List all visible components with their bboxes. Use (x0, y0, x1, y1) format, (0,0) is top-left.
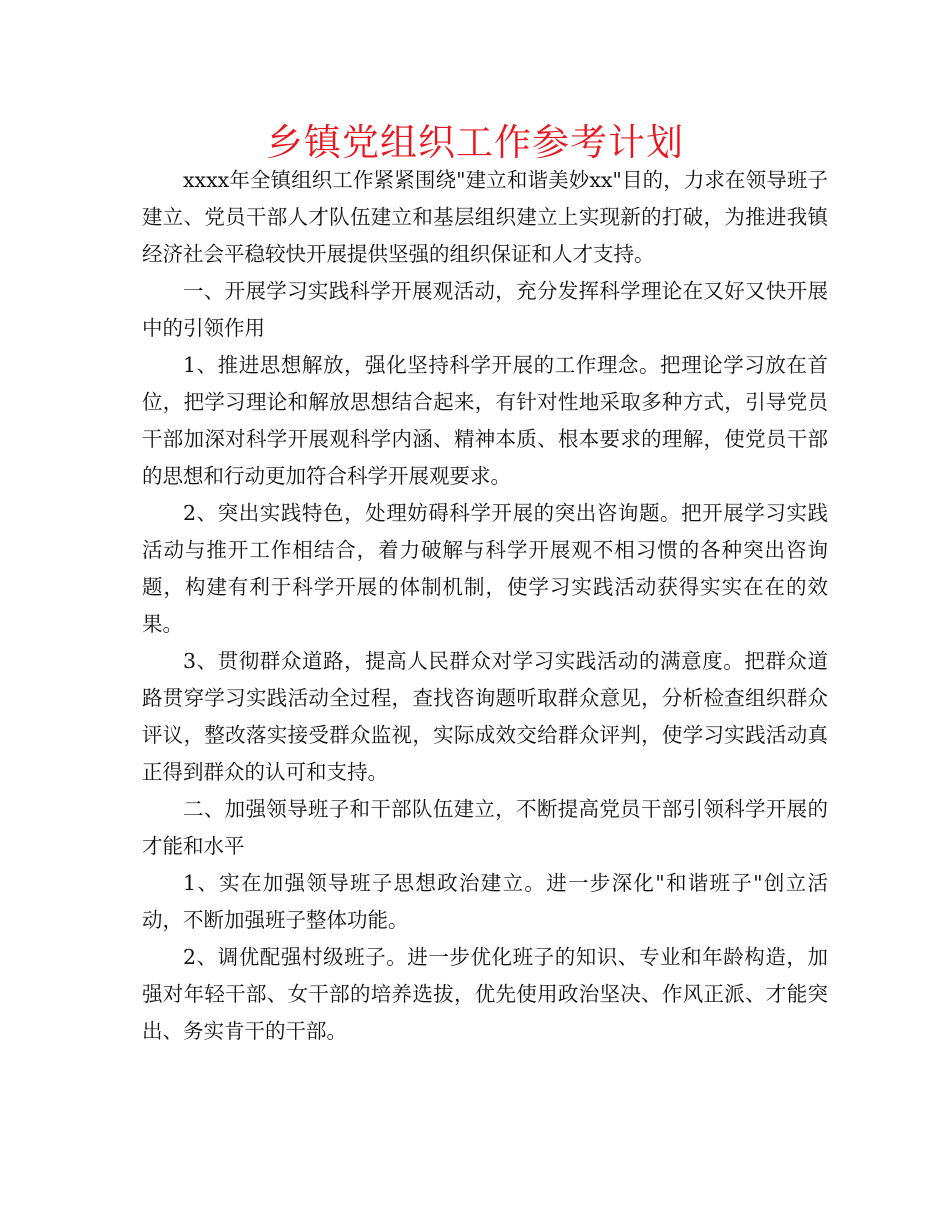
paragraph-2-1: 1、实在加强领导班子思想政治建立。进一步深化"和谐班子"创立活动，不断加强班子整体功能。 (142, 871, 828, 932)
paragraph-1-1: 1、推进思想解放，强化坚持科学开展的工作理念。把理论学习放在首位，把学习理论和解放思想结合起来，有针对性地采取多种方式，引导党员干部加深对科学开展观科学内涵、精神本质、根本要求的理解，使党员干部的思想和行动更加符合科学开展观要求。 (142, 353, 828, 488)
paragraph-1-3: 3、贯彻群众道路，提高人民群众对学习实践活动的满意度。把群众道路贯穿学习实践活动全过程，查找咨询题听取群众意见，分析检查组织群众评议，整改落实接受群众监视，实际成效交给群众评判，使学习实践活动真正得到群众的认可和支持。 (142, 649, 828, 784)
section-heading-2: 二、加强领导班子和干部队伍建立，不断提高党员干部引领科学开展的才能和水平 (142, 797, 828, 858)
paragraph-2-2: 2、调优配强村级班子。进一步优化班子的知识、专业和年龄构造，加强对年轻干部、女干部的培养选拔，优先使用政治坚决、作风正派、才能突出、务实肯干的干部。 (142, 945, 828, 1043)
section-heading-1: 一、开展学习实践科学开展观活动，充分发挥科学理论在又好又快开展中的引领作用 (142, 279, 828, 340)
paragraph-intro: xxxx年全镇组织工作紧紧围绕"建立和谐美妙xx"目的，力求在领导班子建立、党员干部人才队伍建立和基层组织建立上实现新的打破，为推进我镇经济社会平稳较快开展提供坚强的组织保证和人才支持。 (142, 168, 828, 266)
document-title: 乡镇党组织工作参考计划 (266, 121, 684, 164)
paragraph-1-2: 2、突出实践特色，处理妨碍科学开展的突出咨询题。把开展学习实践活动与推开工作相结合，着力破解与科学开展观不相习惯的各种突出咨询题，构建有利于科学开展的体制机制，使学习实践活动获得实实在在的效果。 (142, 501, 828, 636)
document-body (142, 162, 828, 1050)
